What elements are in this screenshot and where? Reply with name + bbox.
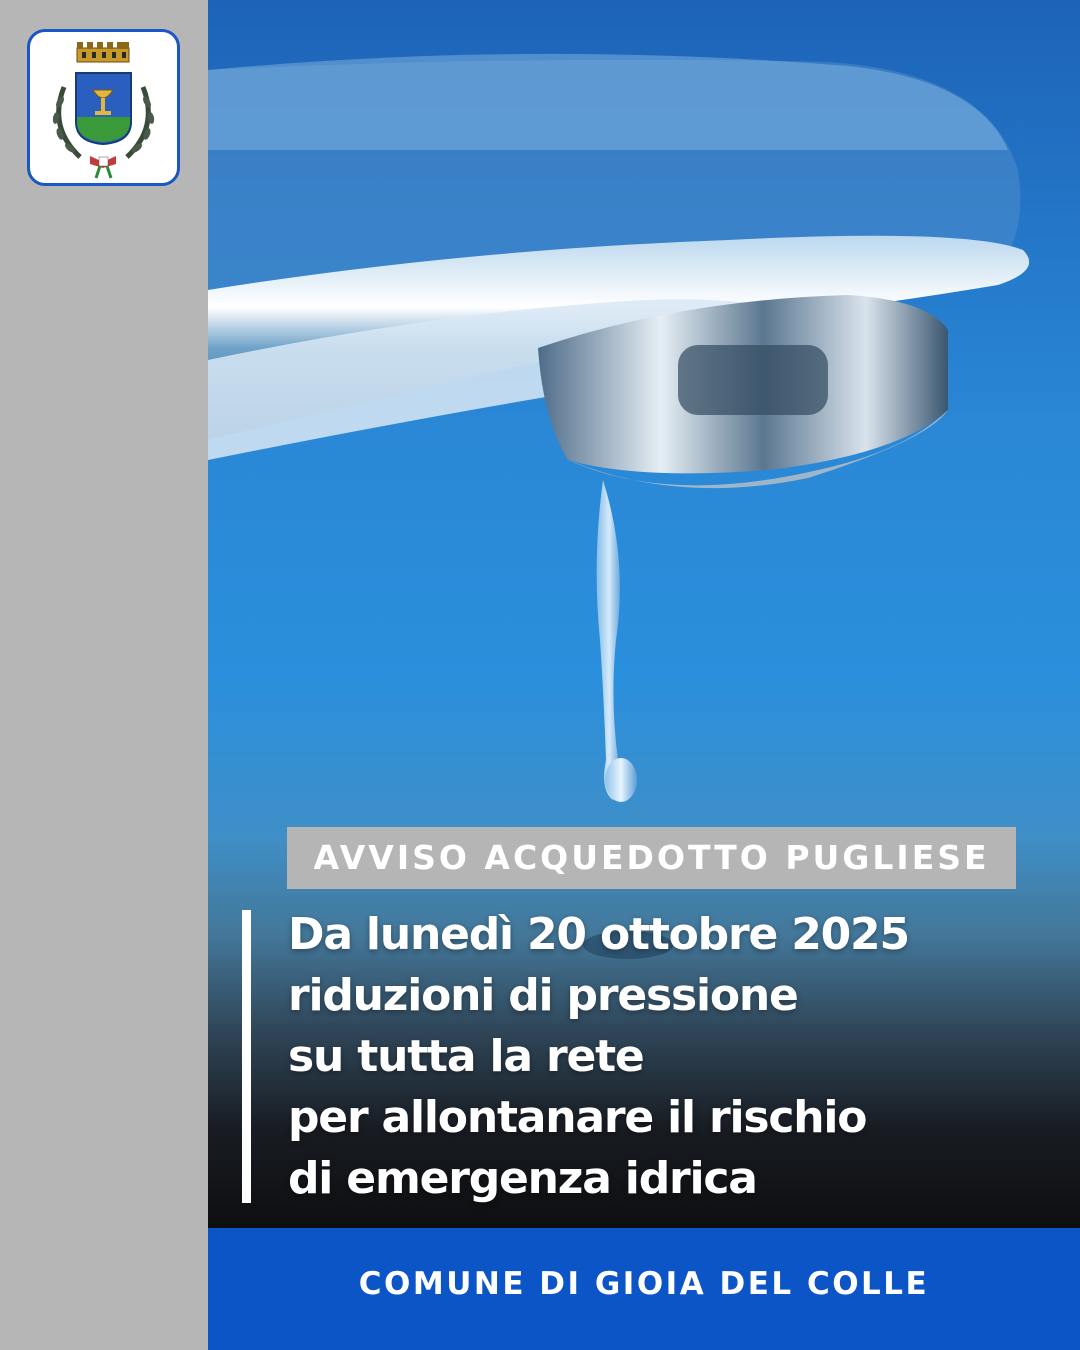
headline-line: per allontanare il rischio xyxy=(288,1092,867,1143)
municipal-coat-of-arms-icon xyxy=(30,32,177,183)
left-sidebar xyxy=(0,0,208,1350)
logo-card xyxy=(27,29,180,186)
headline-line: di emergenza idrica xyxy=(288,1153,757,1204)
headline xyxy=(288,904,1058,1209)
footer-label: COMUNE DI GIOIA DEL COLLE xyxy=(358,1266,930,1302)
notice-tag: AVVISO ACQUEDOTTO PUGLIESE xyxy=(287,827,1016,889)
headline-accent-bar xyxy=(242,910,251,1203)
headline-line: Da lunedì 20 ottobre 2025 xyxy=(288,909,909,960)
headline-line: riduzioni di pressione xyxy=(288,970,798,1021)
footer-banner xyxy=(208,1228,1080,1350)
headline-line: su tutta la rete xyxy=(288,1031,644,1082)
